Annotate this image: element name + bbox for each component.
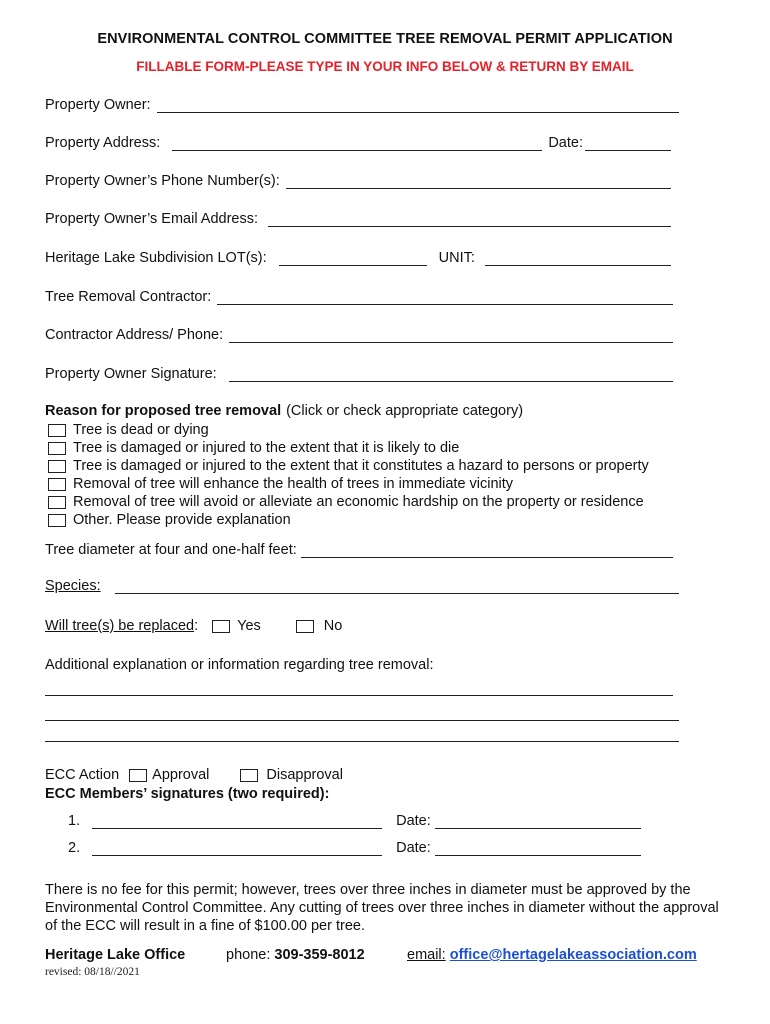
member-number: 1.: [68, 813, 81, 829]
lot-field[interactable]: [279, 251, 427, 266]
category-item[interactable]: [48, 422, 209, 438]
member-signature-field[interactable]: [92, 841, 382, 856]
property-address-label: Property Address:: [45, 135, 161, 151]
ecc-members-label: ECC Members’ signatures (two required):: [45, 786, 330, 802]
member-number: 2.: [68, 840, 81, 856]
additional-line[interactable]: [45, 720, 679, 721]
yes-checkbox[interactable]: [212, 620, 230, 633]
replaced-colon: :: [194, 618, 199, 634]
fee-notice: There is no fee for this permit; however, trees over three inches in diameter must be approved by the Environmental Control Committee. Any cutting of trees over three inches in diameter without the approval of the ECC will result in a fine of $100.00 per tree.: [45, 882, 719, 934]
ecc-action-row: [45, 767, 685, 783]
member-date-label: Date:: [396, 813, 431, 829]
member-date-field[interactable]: [435, 814, 641, 829]
no-checkbox[interactable]: [296, 620, 314, 633]
office-phone: 309-359-8012: [274, 947, 365, 963]
property-address-row: [45, 135, 685, 151]
email-label-text: email:: [407, 947, 446, 963]
email-block: [407, 947, 697, 963]
email-field[interactable]: [268, 212, 671, 227]
ecc-action-label: ECC Action: [45, 767, 120, 783]
reason-heading-row: [45, 403, 685, 419]
property-address-field[interactable]: [172, 136, 542, 151]
reason-heading: Reason for proposed tree removal: [45, 403, 282, 419]
species-row: [45, 578, 685, 594]
form-subtitle: FILLABLE FORM-PLEASE TYPE IN YOUR INFO BELOW & RETURN BY EMAIL: [136, 59, 634, 74]
phone-block: [226, 947, 365, 963]
category-label: Removal of tree will avoid or alleviate an economic hardship on the property or residence: [73, 494, 644, 510]
replaced-row: [45, 618, 685, 634]
signature-label: Property Owner Signature:: [45, 366, 217, 382]
disapproval-label: Disapproval: [266, 767, 343, 783]
category-label: Tree is dead or dying: [73, 422, 209, 438]
revised-date: revised: 08/18//2021: [45, 966, 140, 978]
ecc-members-row: [45, 786, 685, 802]
date-field[interactable]: [585, 136, 671, 151]
additional-label: Additional explanation or information regarding tree removal:: [45, 657, 434, 673]
office-email-link[interactable]: office@hertagelakeassociation.com: [449, 947, 697, 963]
contractor-row: [45, 289, 685, 305]
category-label: Tree is damaged or injured to the extent that it constitutes a hazard to persons or property: [73, 458, 649, 474]
member-date-field[interactable]: [435, 841, 641, 856]
category-label: Tree is damaged or injured to the extent that it is likely to die: [73, 440, 460, 456]
category-checkbox[interactable]: [48, 514, 66, 527]
lot-row: [45, 250, 685, 266]
additional-line[interactable]: [45, 741, 679, 742]
contractor-field[interactable]: [217, 290, 673, 305]
phone-field[interactable]: [286, 174, 671, 189]
species-field[interactable]: [115, 579, 679, 594]
category-item[interactable]: [48, 494, 644, 510]
property-owner-row: [45, 97, 685, 113]
signature-field[interactable]: [229, 367, 673, 382]
category-checkbox[interactable]: [48, 460, 66, 473]
contractor-address-label: Contractor Address/ Phone:: [45, 327, 224, 343]
unit-field[interactable]: [485, 251, 671, 266]
approval-checkbox[interactable]: [129, 769, 147, 782]
reason-hint: (Click or check appropriate category): [286, 403, 524, 419]
form-title: ENVIRONMENTAL CONTROL COMMITTEE TREE REMOVAL PERMIT APPLICATION: [97, 31, 673, 47]
date-label: Date:: [548, 135, 583, 151]
category-item[interactable]: [48, 476, 513, 492]
category-item[interactable]: [48, 440, 459, 456]
diameter-row: [45, 542, 685, 558]
yes-label: Yes: [237, 618, 261, 634]
phone-label-text: phone:: [226, 947, 271, 963]
approval-label: Approval: [152, 767, 210, 783]
unit-label: UNIT:: [438, 250, 475, 266]
member-signature-field[interactable]: [92, 814, 382, 829]
category-checkbox[interactable]: [48, 442, 66, 455]
contractor-address-row: [45, 327, 685, 343]
disapproval-checkbox[interactable]: [240, 769, 258, 782]
category-label: Removal of tree will enhance the health of trees in immediate vicinity: [73, 476, 514, 492]
lot-label: Heritage Lake Subdivision LOT(s):: [45, 250, 267, 266]
contractor-address-field[interactable]: [229, 328, 673, 343]
member-signature-row: [68, 813, 648, 829]
diameter-label: Tree diameter at four and one-half feet:: [45, 542, 297, 558]
category-checkbox[interactable]: [48, 478, 66, 491]
signature-row: [45, 366, 685, 382]
species-label: Species:: [45, 578, 101, 594]
member-signature-row: [68, 840, 648, 856]
diameter-field[interactable]: [301, 543, 673, 558]
additional-line[interactable]: [45, 695, 673, 696]
category-checkbox[interactable]: [48, 496, 66, 509]
category-label: Other. Please provide explanation: [73, 512, 291, 528]
contractor-label: Tree Removal Contractor:: [45, 289, 212, 305]
category-checkbox[interactable]: [48, 424, 66, 437]
no-label: No: [323, 618, 343, 634]
additional-row: [45, 657, 685, 673]
property-owner-field[interactable]: [157, 98, 679, 113]
office-name: Heritage Lake Office: [45, 947, 186, 963]
phone-row: [45, 173, 685, 189]
email-label: Property Owner’s Email Address:: [45, 211, 259, 227]
email-row: [45, 211, 685, 227]
phone-label: Property Owner’s Phone Number(s):: [45, 173, 280, 189]
category-item[interactable]: [48, 458, 649, 474]
replaced-label: Will tree(s) be replaced: [45, 618, 195, 634]
member-date-label: Date:: [396, 840, 431, 856]
property-owner-label: Property Owner:: [45, 97, 151, 113]
category-item[interactable]: [48, 512, 291, 528]
